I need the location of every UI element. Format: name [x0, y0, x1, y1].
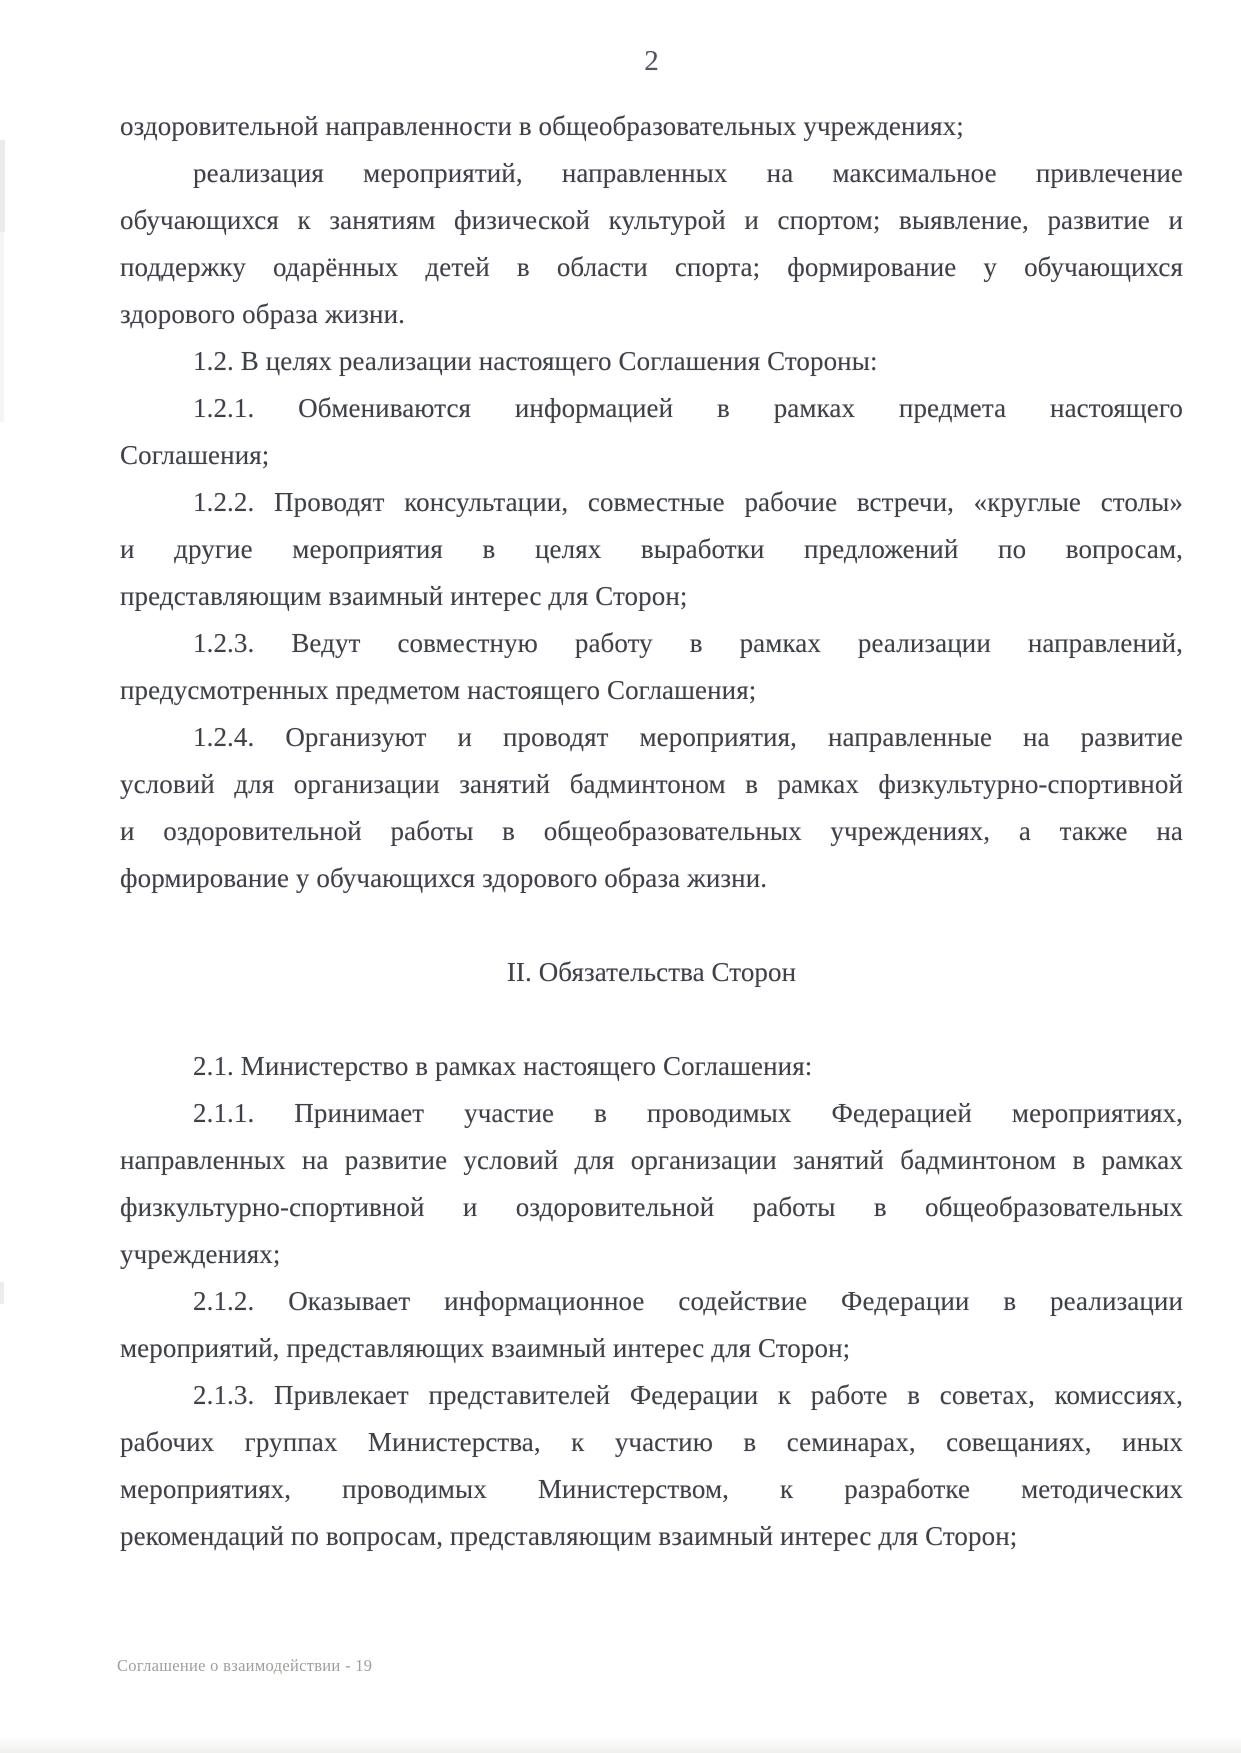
paragraph-line: учреждениях; [120, 1239, 281, 1269]
paragraph-line: оздоровительной направленности в общеобразовательных учреждениях; [120, 111, 964, 141]
section-heading: II. Обязательства Сторон [506, 957, 797, 987]
paragraph-line: мероприятий, представляющих взаимный интерес для Сторон; [120, 1333, 851, 1363]
paragraph-line: 2.1. Министерство в рамках настоящего Соглашения: [193, 1051, 813, 1081]
paragraph-line: 1.2.3. Ведут совместную работу в рамках реализации направлений, [193, 628, 1183, 658]
paragraph-line: направленных на развитие условий для организации занятий бадминтоном в рамках [120, 1145, 1183, 1175]
paragraph-line: предусмотренных предметом настоящего Соглашения; [120, 675, 757, 705]
paragraph-line: представляющим взаимный интерес для Сторон; [120, 581, 688, 611]
paragraph-line: физкультурно-спортивной и оздоровительной работы в общеобразовательных [120, 1192, 1183, 1222]
scan-artifact [0, 232, 4, 422]
paragraph-line: рекомендаций по вопросам, представляющим взаимный интерес для Сторон; [120, 1521, 1018, 1551]
paragraph-line: 2.1.2. Оказывает информационное содействие Федерации в реализации [193, 1286, 1183, 1316]
footer-note: Соглашение о взаимодействии - 19 [117, 1656, 373, 1675]
paragraph-line: 1.2. В целях реализации настоящего Соглашения Стороны: [193, 346, 878, 376]
scan-artifact [0, 1282, 4, 1304]
paragraph-line: формирование у обучающихся здорового образа жизни. [120, 863, 768, 893]
paragraph-line: здорового образа жизни. [120, 299, 405, 329]
paragraph-line: поддержку одарённых детей в области спорта; формирование у обучающихся [120, 252, 1183, 282]
page-number: 2 [644, 45, 659, 77]
paragraph-line: и другие мероприятия в целях выработки предложений по вопросам, [120, 534, 1183, 564]
paragraph-line: обучающихся к занятиям физической культурой и спортом; выявление, развитие и [120, 205, 1183, 235]
document-body [120, 103, 1183, 1560]
paragraph-line: условий для организации занятий бадминтоном в рамках физкультурно-спортивной [120, 769, 1183, 799]
paragraph-line: рабочих группах Министерства, к участию в семинарах, совещаниях, иных [120, 1427, 1183, 1457]
paragraph-line: 2.1.3. Привлекает представителей Федерации к работе в советах, комиссиях, [193, 1380, 1183, 1410]
paragraph-line: 1.2.1. Обмениваются информацией в рамках предмета настоящего [193, 393, 1183, 423]
scan-artifact [0, 1736, 1241, 1753]
paragraph-line: мероприятиях, проводимых Министерством, к разработке методических [120, 1474, 1183, 1504]
paragraph-line: 1.2.2. Проводят консультации, совместные рабочие встречи, «круглые столы» [193, 487, 1183, 517]
paragraph-line: реализация мероприятий, направленных на максимальное привлечение [193, 158, 1183, 188]
paragraph-line: Соглашения; [120, 440, 270, 470]
paragraph-line: и оздоровительной работы в общеобразовательных учреждениях, а также на [120, 816, 1183, 846]
paragraph-line: 2.1.1. Принимает участие в проводимых Федерацией мероприятиях, [193, 1098, 1183, 1128]
paragraph-line: 1.2.4. Организуют и проводят мероприятия, направленные на развитие [193, 722, 1183, 752]
scan-artifact [0, 140, 5, 232]
